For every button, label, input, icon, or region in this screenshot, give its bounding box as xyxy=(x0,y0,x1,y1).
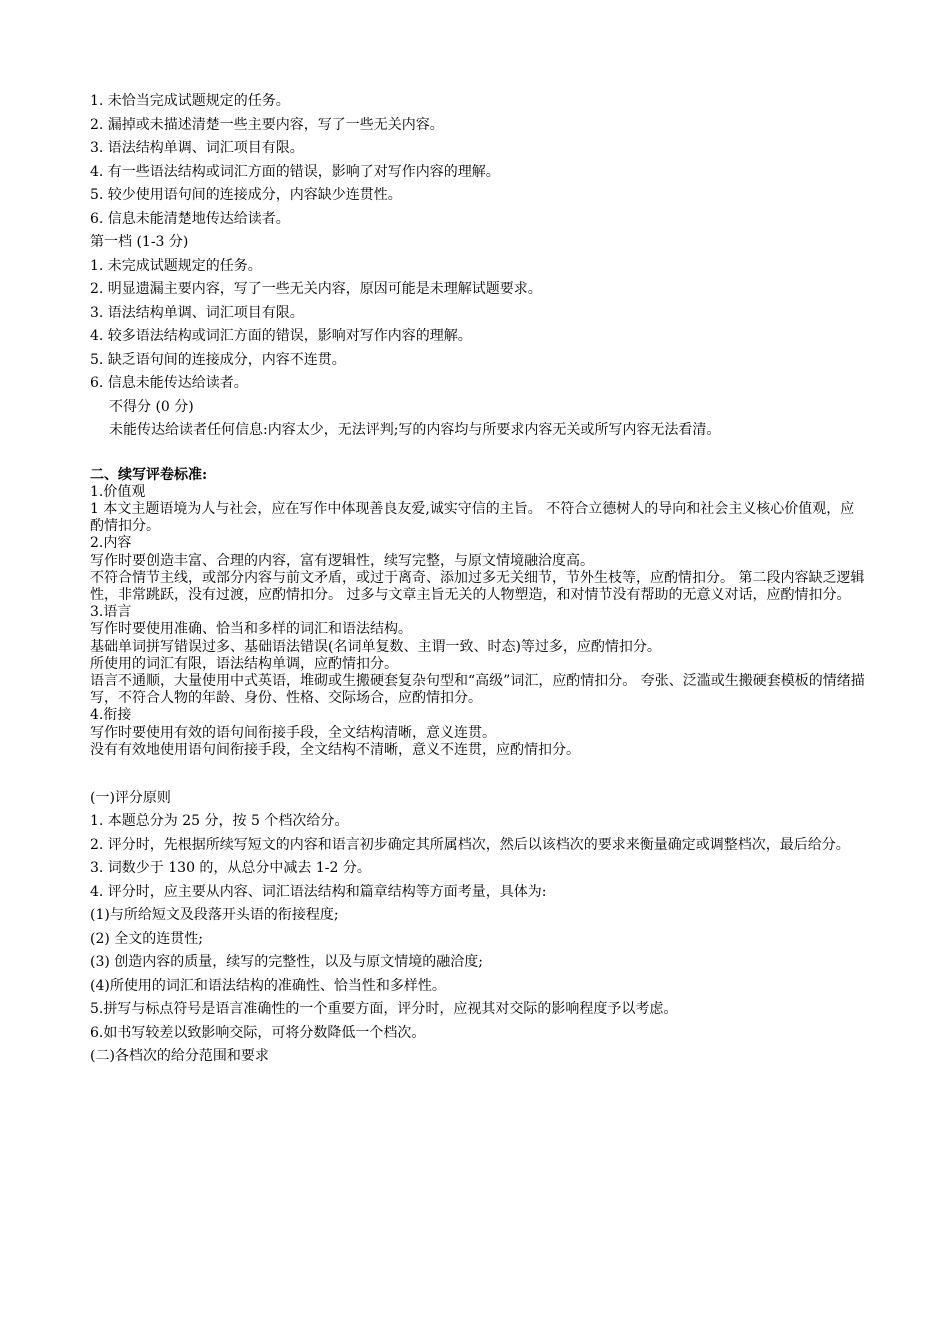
list-item: 6. 信息未能清楚地传达给读者。 xyxy=(90,210,290,227)
language-text: 写作时要使用准确、恰当和多样的词汇和语法结构。 xyxy=(90,621,412,638)
list-item: 4. 有一些语法结构或词汇方面的错误，影响了对写作内容的理解。 xyxy=(90,163,500,180)
list-item: 4. 评分时，应主要从内容、词汇语法结构和篇章结构等方面考量，具体为: xyxy=(90,883,547,900)
list-item: 5. 缺乏语句间的连接成分，内容不连贯。 xyxy=(90,351,346,368)
list-item: 3. 语法结构单调、词汇项目有限。 xyxy=(90,304,304,321)
list-item: 1. 未完成试题规定的任务。 xyxy=(90,257,262,274)
language-text: 语言不通顺，大量使用中式英语，堆砌或生搬硬套复杂句型和“高级”词汇，应酌情扣分。 夸张、泛滥或生搬硬套模板的情绪描写，不符合人物的年龄、身份、性格、交际场合，应酌情扣分。 xyxy=(90,672,865,707)
content-text: 不符合情节主线，或部分内容与前文矛盾，或过于离奇、添加过多无关细节，节外生枝等，应酌情扣分。 第二段内容缺乏逻辑性，非常跳跃，没有过渡，应酌情扣分。 过多与文章主旨无关的人物塑造，和对情节没有帮助的无意义对话，应酌情扣分。 xyxy=(90,569,865,603)
list-item: 6. 信息未能传达给读者。 xyxy=(90,375,248,391)
list-item: (3) 创造内容的质量，续写的完整性，以及与原文情境的融洽度; xyxy=(90,954,483,971)
list-item: 1. 未恰当完成试题规定的任务。 xyxy=(90,93,290,109)
cohesion-heading: 4.衔接 xyxy=(90,707,132,724)
cohesion-text: 没有有效地使用语句间衔接手段，全文结构不清晰，意义不连贯，应酌情扣分。 xyxy=(90,741,580,758)
list-item: (4)所使用的词汇和语法结构的准确性、恰当性和多样性。 xyxy=(90,977,446,994)
list-item: (1)与所给短文及段落开头语的衔接程度; xyxy=(90,907,339,924)
list-item: 6.如书写较差以致影响交际，可将分数降低一个档次。 xyxy=(90,1024,426,1041)
tier1-heading: 第一档 (1-3 分) xyxy=(90,234,189,250)
values-heading: 1.价值观 xyxy=(90,483,146,500)
list-item: (2) 全文的连贯性; xyxy=(90,930,203,947)
values-text: 1 本文主题语境为人与社会，应在写作中体现善良友爱,诚实守信的主旨。 不符合立德树人的导向和社会主义核心价值观，应酌情扣分。 xyxy=(90,500,855,535)
content-text: 写作时要创造丰富、合理的内容，富有逻辑性，续写完整，与原文情境融洽度高。 xyxy=(90,552,594,569)
list-item: 5.拼写与标点符号是语言准确性的一个重要方面，评分时，应视其对交际的影响程度予以考虑。 xyxy=(90,1001,678,1018)
list-item: 5. 较少使用语句间的连接成分，内容缺少连贯性。 xyxy=(90,187,402,203)
list-item: 2. 漏掉或未描述清楚一些主要内容，写了一些无关内容。 xyxy=(90,116,444,133)
list-item: 1. 本题总分为 25 分，按 5 个档次给分。 xyxy=(90,813,349,830)
language-text: 基础单词拼写错误过多、基础语法错误(名词单复数、主谓一致、时态)等过多，应酌情扣分。 xyxy=(90,638,661,655)
list-item: 2. 明显遗漏主要内容，写了一些无关内容，原因可能是未理解试题要求。 xyxy=(90,281,542,297)
language-heading: 3.语言 xyxy=(90,604,132,621)
language-text: 所使用的词汇有限，语法结构单调，应酌情扣分。 xyxy=(90,655,398,672)
document-page xyxy=(90,90,865,1069)
principles-heading: (一)评分原则 xyxy=(90,789,171,806)
list-item: 3. 语法结构单调、词汇项目有限。 xyxy=(90,140,304,156)
list-item: 4. 较多语法结构或词汇方面的错误，影响对写作内容的理解。 xyxy=(90,328,472,344)
section-title: 二、续写评卷标准: xyxy=(90,466,208,483)
levels-heading: (二)各档次的给分范围和要求 xyxy=(90,1048,269,1065)
list-item: 2. 评分时，先根据所续写短文的内容和语言初步确定其所属档次，然后以该档次的要求来衡量确定或调整档次，最后给分。 xyxy=(90,836,850,853)
list-item: 3. 词数少于 130 的，从总分中减去 1-2 分。 xyxy=(90,860,371,877)
content-heading: 2.内容 xyxy=(90,535,132,552)
cohesion-text: 写作时要使用有效的语句间衔接手段，全文结构清晰，意义连贯。 xyxy=(90,724,496,741)
zero-score-heading: 不得分 (0 分) xyxy=(109,398,194,415)
zero-score-text: 未能传达给读者任何信息:内容太少，无法评判;写的内容均与所要求内容无关或所写内容无法看清。 xyxy=(109,422,721,438)
